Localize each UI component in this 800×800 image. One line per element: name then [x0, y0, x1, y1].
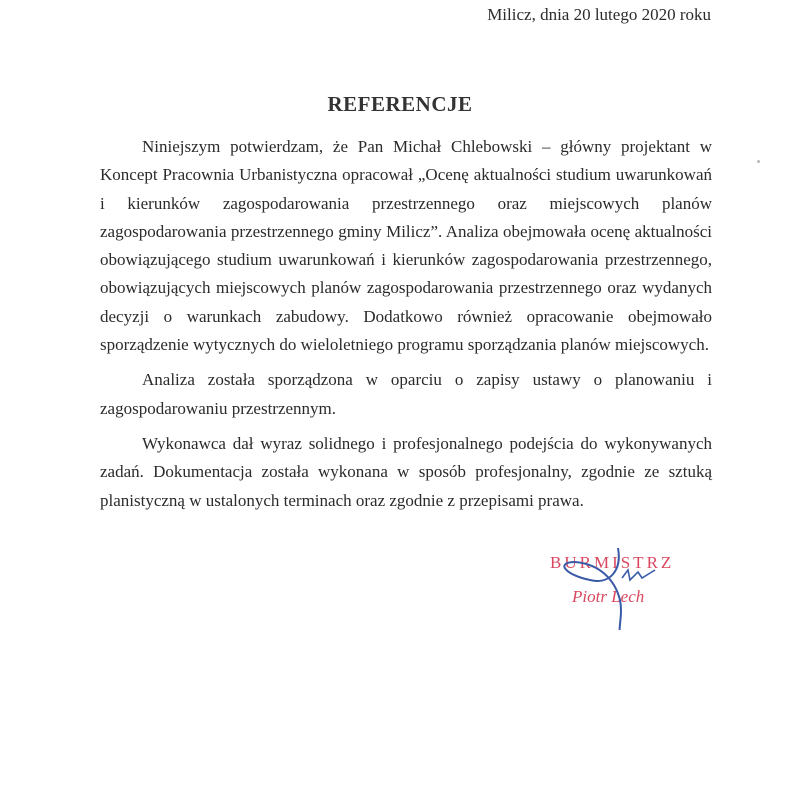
official-stamp — [530, 540, 720, 630]
document-title: REFERENCJE — [327, 92, 473, 116]
signature-icon — [530, 540, 720, 630]
stamp-title: BURMISTRZ — [550, 553, 675, 572]
scan-speck — [757, 160, 760, 163]
paragraph: Wykonawca dał wyraz solidnego i profesjonalnego podejścia do wykonywanych zadań. Dokumentacja została wykonana w sposób profesjonalny, zgodnie ze sztuką planistyczną w ustalonych terminach oraz zgodnie z przepisami prawa. — [100, 433, 712, 510]
paragraph: Niniejszym potwierdzam, że Pan Michał Chlebowski – główny projektant w Koncept Pracownia Urbanistyczna opracował „Ocenę aktualności studium uwarunkowań i kierunków zagospodarowania przestrzennego oraz miejscowych planów zagospodarowania przestrzennego gminy Milicz”. Analiza obejmowała ocenę aktualności obowiązującego studium uwarunkowań i kierunków zagospodarowania przestrzennego, obowiązujących miejscowych planów zagospodarowania przestrzennego oraz wydanych decyzji o warunkach zabudowy. Dodatkowo również opracowanie obejmowało sporządzenie wytycznych do wieloletniego programu sporządzania planów miejscowych. — [100, 137, 712, 355]
stamp-name: Piotr Lech — [572, 587, 645, 606]
place-date: Milicz, dnia 20 lutego 2020 roku — [487, 5, 711, 24]
paragraph: Analiza została sporządzona w oparciu o zapisy ustawy o planowaniu i zagospodarowaniu przestrzennym. — [100, 370, 712, 418]
document-body — [100, 133, 712, 522]
